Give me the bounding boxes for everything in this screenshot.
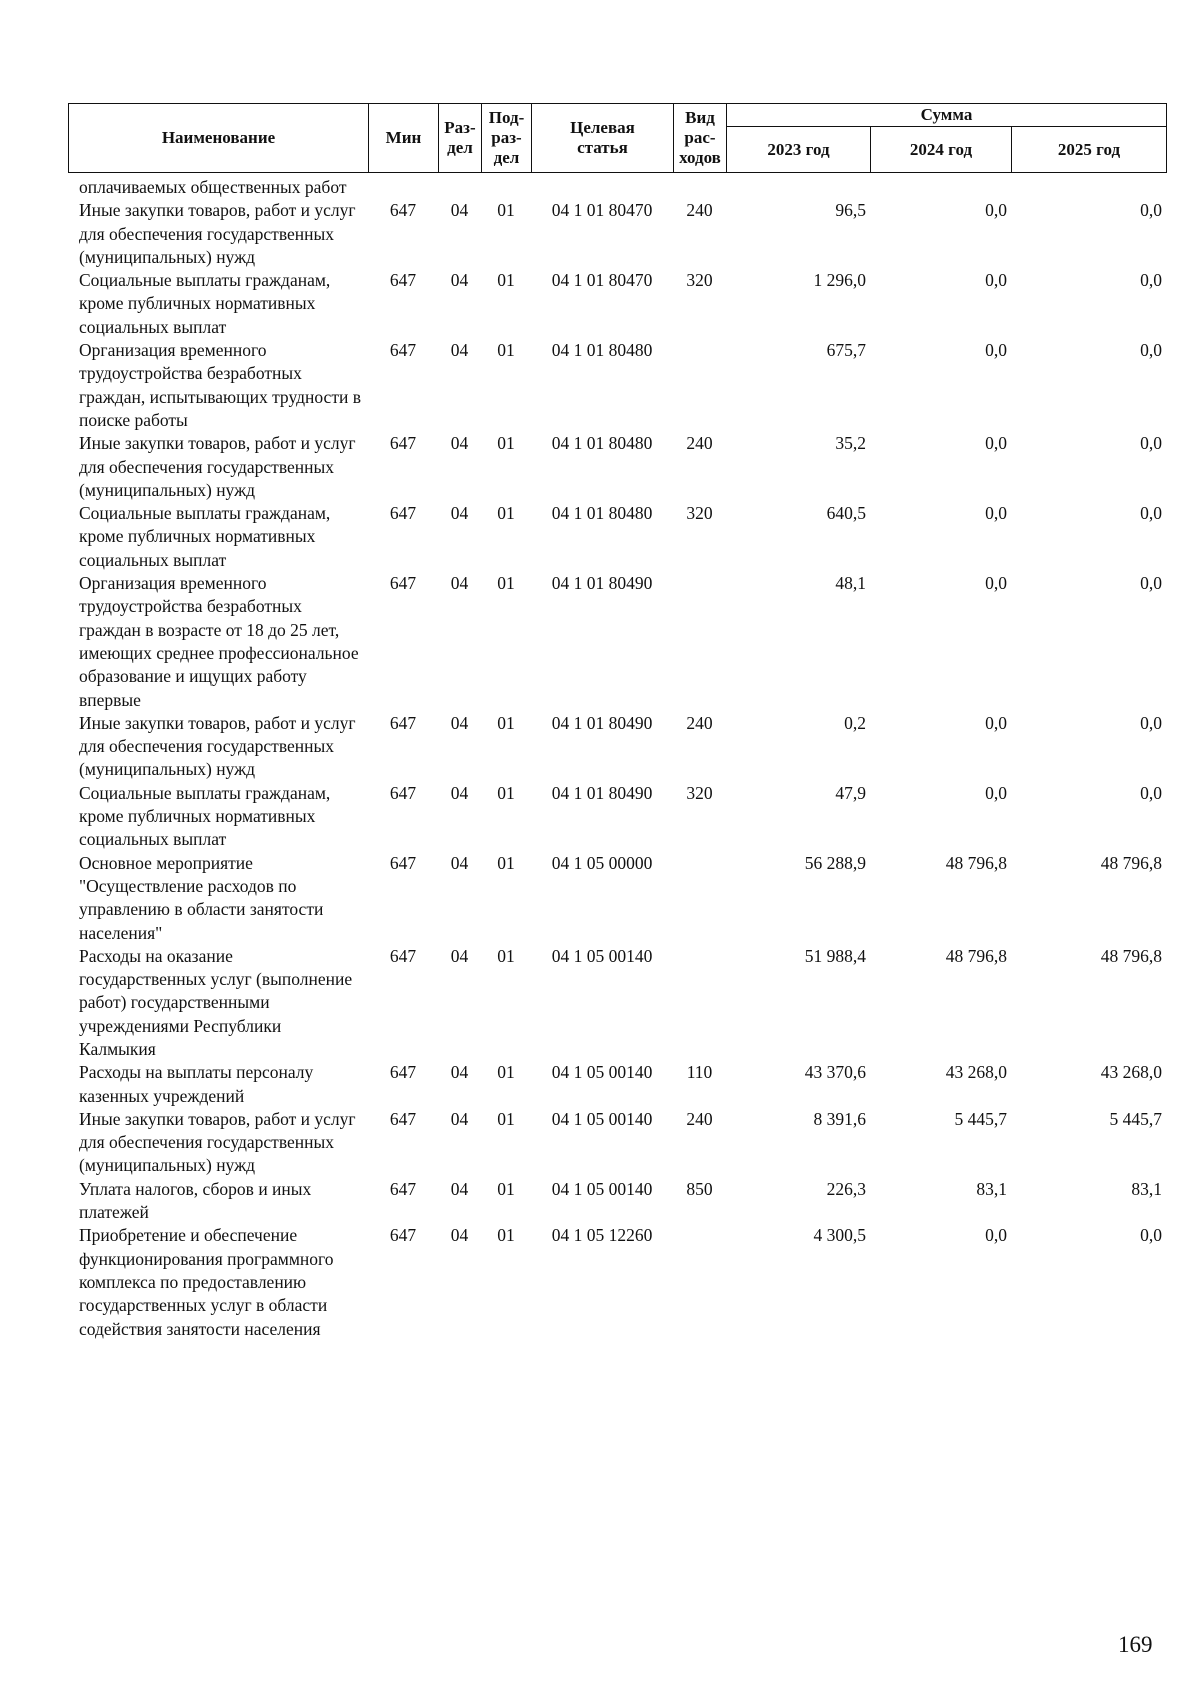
table-row bbox=[68, 1178, 1166, 1225]
table-row bbox=[68, 1061, 1166, 1108]
row-name: Приобретение и обеспечение функционирования программного комплекса по предоставлению государственных услуг в области содействия занятости населения bbox=[79, 1225, 334, 1339]
row-sum-2024: 48 796,8 bbox=[945, 852, 1007, 873]
row-sum-2023: 96,5 bbox=[835, 200, 866, 221]
row-sum-2023: 48,1 bbox=[835, 573, 866, 594]
row-sum-2023: 4 300,5 bbox=[813, 1225, 866, 1246]
row-target-article: 04 1 05 00140 bbox=[551, 1062, 653, 1083]
table-row bbox=[68, 176, 1166, 199]
row-razdel: 04 bbox=[450, 945, 469, 966]
header-summa: Сумма bbox=[727, 104, 1167, 127]
row-sum-2024: 43 268,0 bbox=[945, 1062, 1007, 1083]
row-podrazdel: 01 bbox=[497, 340, 515, 361]
row-name: Иные закупки товаров, работ и услуг для обеспечения государственных (муниципальных) нужд bbox=[79, 1108, 356, 1176]
row-sum-2023: 35,2 bbox=[835, 433, 866, 454]
row-podrazdel: 01 bbox=[497, 712, 515, 733]
row-razdel: 04 bbox=[450, 1062, 469, 1083]
row-min: 647 bbox=[389, 200, 417, 221]
row-podrazdel: 01 bbox=[497, 270, 515, 291]
row-expense-type: 110 bbox=[686, 1062, 713, 1083]
row-sum-2025: 0,0 bbox=[1140, 433, 1162, 454]
row-name: Иные закупки товаров, работ и услуг для обеспечения государственных (муниципальных) нужд bbox=[79, 712, 356, 780]
row-target-article: 04 1 05 00140 bbox=[551, 1178, 653, 1199]
table-row bbox=[68, 502, 1166, 572]
row-podrazdel: 01 bbox=[497, 1108, 515, 1129]
row-podrazdel: 01 bbox=[497, 1225, 515, 1246]
row-sum-2023: 226,3 bbox=[826, 1178, 866, 1199]
row-expense-type: 850 bbox=[686, 1178, 713, 1199]
row-name: Расходы на оказание государственных услуг (выполнение работ) государственными учреждениями Республики Калмыкия bbox=[79, 945, 353, 1059]
row-razdel: 04 bbox=[450, 852, 469, 873]
row-sum-2024: 48 796,8 bbox=[945, 945, 1007, 966]
row-sum-2024: 0,0 bbox=[985, 782, 1007, 803]
table-row bbox=[68, 852, 1166, 945]
table-row bbox=[68, 1108, 1166, 1178]
row-sum-2023: 8 391,6 bbox=[813, 1108, 866, 1129]
row-target-article: 04 1 01 80490 bbox=[551, 782, 653, 803]
table-row bbox=[68, 432, 1166, 502]
row-sum-2023: 640,5 bbox=[826, 503, 866, 524]
table-row bbox=[68, 572, 1166, 712]
row-expense-type: 240 bbox=[686, 200, 713, 221]
row-sum-2025: 43 268,0 bbox=[1100, 1062, 1162, 1083]
row-sum-2025: 48 796,8 bbox=[1100, 852, 1162, 873]
row-razdel: 04 bbox=[450, 1178, 469, 1199]
header-2025: 2025 год bbox=[1012, 127, 1167, 173]
row-expense-type: 320 bbox=[686, 503, 713, 524]
row-sum-2024: 0,0 bbox=[985, 712, 1007, 733]
header-target: Целевая статья bbox=[532, 104, 674, 173]
row-razdel bbox=[438, 176, 481, 199]
row-sum-2023: 0,2 bbox=[844, 712, 866, 733]
row-expense-type bbox=[673, 1224, 726, 1340]
row-razdel: 04 bbox=[450, 712, 469, 733]
row-sum-2023: 51 988,4 bbox=[804, 945, 866, 966]
row-sum-2025: 0,0 bbox=[1140, 270, 1162, 291]
table-row bbox=[68, 339, 1166, 432]
row-name: Социальные выплаты гражданам, кроме публичных нормативных социальных выплат bbox=[79, 782, 331, 850]
row-razdel: 04 bbox=[450, 433, 469, 454]
row-sum-2025 bbox=[1011, 176, 1166, 199]
table-row bbox=[68, 199, 1166, 269]
row-name: Уплата налогов, сборов и иных платежей bbox=[79, 1178, 312, 1223]
row-name: оплачиваемых общественных работ bbox=[79, 177, 347, 197]
row-expense-type bbox=[673, 572, 726, 712]
row-sum-2025: 5 445,7 bbox=[1109, 1108, 1162, 1129]
header-podrazdel: Под- раз- дел bbox=[482, 104, 532, 173]
row-sum-2023: 56 288,9 bbox=[804, 852, 866, 873]
row-expense-type bbox=[673, 852, 726, 945]
row-sum-2023: 47,9 bbox=[835, 782, 866, 803]
row-name: Иные закупки товаров, работ и услуг для обеспечения государственных (муниципальных) нужд bbox=[79, 433, 356, 500]
row-expense-type bbox=[673, 339, 726, 432]
row-target-article: 04 1 01 80470 bbox=[551, 270, 653, 291]
row-podrazdel bbox=[481, 176, 531, 199]
row-razdel: 04 bbox=[450, 503, 469, 524]
row-sum-2024 bbox=[870, 176, 1011, 199]
row-sum-2025: 0,0 bbox=[1140, 1225, 1162, 1246]
row-target-article: 04 1 05 00140 bbox=[551, 1108, 653, 1129]
row-min: 647 bbox=[389, 433, 417, 454]
header-2023: 2023 год bbox=[727, 127, 871, 173]
row-sum-2024: 0,0 bbox=[985, 433, 1007, 454]
row-expense-type: 320 bbox=[686, 782, 713, 803]
row-sum-2024: 0,0 bbox=[985, 503, 1007, 524]
row-razdel: 04 bbox=[450, 1108, 469, 1129]
header-name: Наименование bbox=[69, 104, 369, 173]
table-row bbox=[68, 945, 1166, 1061]
row-expense-type: 240 bbox=[686, 712, 713, 733]
row-expense-type: 320 bbox=[686, 270, 713, 291]
row-min: 647 bbox=[389, 712, 417, 733]
table-row bbox=[68, 269, 1166, 339]
row-target-article: 04 1 01 80490 bbox=[551, 712, 653, 733]
row-expense-type: 240 bbox=[686, 1108, 713, 1129]
row-podrazdel: 01 bbox=[497, 945, 515, 966]
row-sum-2025: 0,0 bbox=[1140, 200, 1162, 221]
row-sum-2024: 83,1 bbox=[976, 1178, 1007, 1199]
row-razdel: 04 bbox=[450, 1225, 469, 1246]
row-min: 647 bbox=[389, 503, 417, 524]
row-expense-type: 240 bbox=[686, 433, 713, 454]
row-sum-2024: 0,0 bbox=[985, 340, 1007, 361]
row-min: 647 bbox=[389, 340, 417, 361]
row-target-article: 04 1 05 00000 bbox=[551, 852, 653, 873]
row-min: 647 bbox=[389, 1225, 417, 1246]
row-podrazdel: 01 bbox=[497, 852, 515, 873]
row-name: Основное мероприятие "Осуществление расходов по управлению в области занятости населения" bbox=[79, 852, 324, 943]
row-podrazdel: 01 bbox=[497, 1178, 515, 1199]
header-2024: 2024 год bbox=[871, 127, 1012, 173]
row-name: Расходы на выплаты персоналу казенных учреждений bbox=[79, 1062, 314, 1106]
row-razdel: 04 bbox=[450, 340, 469, 361]
row-sum-2023 bbox=[726, 176, 870, 199]
table-row bbox=[68, 712, 1166, 782]
row-sum-2023: 675,7 bbox=[826, 340, 866, 361]
row-podrazdel: 01 bbox=[497, 200, 515, 221]
row-razdel: 04 bbox=[450, 573, 469, 594]
row-sum-2025: 0,0 bbox=[1140, 503, 1162, 524]
row-target-article: 04 1 01 80480 bbox=[551, 503, 653, 524]
row-podrazdel: 01 bbox=[497, 503, 515, 524]
row-min: 647 bbox=[389, 945, 417, 966]
page-number: 169 bbox=[1118, 1632, 1153, 1657]
row-sum-2025: 48 796,8 bbox=[1100, 945, 1162, 966]
row-min: 647 bbox=[389, 852, 417, 873]
row-sum-2025: 83,1 bbox=[1131, 1178, 1162, 1199]
row-sum-2024: 0,0 bbox=[985, 573, 1007, 594]
header-razdel: Раз- дел bbox=[439, 104, 482, 173]
row-razdel: 04 bbox=[450, 200, 469, 221]
row-expense-type bbox=[673, 176, 726, 199]
row-sum-2024: 0,0 bbox=[985, 200, 1007, 221]
row-min: 647 bbox=[389, 1108, 417, 1129]
row-sum-2024: 0,0 bbox=[985, 1225, 1007, 1246]
row-target-article bbox=[531, 176, 673, 199]
row-target-article: 04 1 01 80490 bbox=[551, 573, 653, 594]
row-min: 647 bbox=[389, 1178, 417, 1199]
row-min: 647 bbox=[389, 1062, 417, 1083]
row-name: Организация временного трудоустройства безработных граждан в возрасте от 18 до 25 лет, имеющих среднее профессиональное образование и ищущих работу впервые bbox=[79, 573, 359, 710]
row-min: 647 bbox=[389, 270, 417, 291]
row-razdel: 04 bbox=[450, 270, 469, 291]
row-sum-2025: 0,0 bbox=[1140, 782, 1162, 803]
row-razdel: 04 bbox=[450, 782, 469, 803]
row-podrazdel: 01 bbox=[497, 573, 515, 594]
row-podrazdel: 01 bbox=[497, 782, 515, 803]
row-name: Социальные выплаты гражданам, кроме публичных нормативных социальных выплат bbox=[79, 503, 331, 570]
header-min: Мин bbox=[369, 104, 439, 173]
row-sum-2024: 0,0 bbox=[985, 270, 1007, 291]
header-vid: Вид рас- ходов bbox=[674, 104, 727, 173]
table-header bbox=[68, 103, 1167, 173]
table-row bbox=[68, 782, 1166, 852]
row-min bbox=[368, 176, 438, 199]
row-name: Организация временного трудоустройства безработных граждан, испытывающих трудности в поиске работы bbox=[79, 340, 361, 430]
row-expense-type bbox=[673, 945, 726, 1061]
row-target-article: 04 1 05 00140 bbox=[551, 945, 653, 966]
row-sum-2025: 0,0 bbox=[1140, 712, 1162, 733]
row-min: 647 bbox=[389, 782, 417, 803]
row-name: Социальные выплаты гражданам, кроме публичных нормативных социальных выплат bbox=[79, 270, 331, 337]
row-sum-2023: 1 296,0 bbox=[813, 270, 866, 291]
row-target-article: 04 1 05 12260 bbox=[551, 1225, 653, 1246]
row-sum-2025: 0,0 bbox=[1140, 573, 1162, 594]
budget-table bbox=[68, 176, 1166, 1341]
row-name: Иные закупки товаров, работ и услуг для обеспечения государственных (муниципальных) нужд bbox=[79, 200, 356, 267]
row-min: 647 bbox=[389, 573, 417, 594]
row-sum-2023: 43 370,6 bbox=[804, 1062, 866, 1083]
row-sum-2025: 0,0 bbox=[1140, 340, 1162, 361]
row-target-article: 04 1 01 80480 bbox=[551, 433, 653, 454]
table-row bbox=[68, 1224, 1166, 1340]
row-sum-2024: 5 445,7 bbox=[954, 1108, 1007, 1129]
row-podrazdel: 01 bbox=[497, 433, 515, 454]
row-podrazdel: 01 bbox=[497, 1062, 515, 1083]
row-target-article: 04 1 01 80480 bbox=[551, 340, 653, 361]
row-target-article: 04 1 01 80470 bbox=[551, 200, 653, 221]
